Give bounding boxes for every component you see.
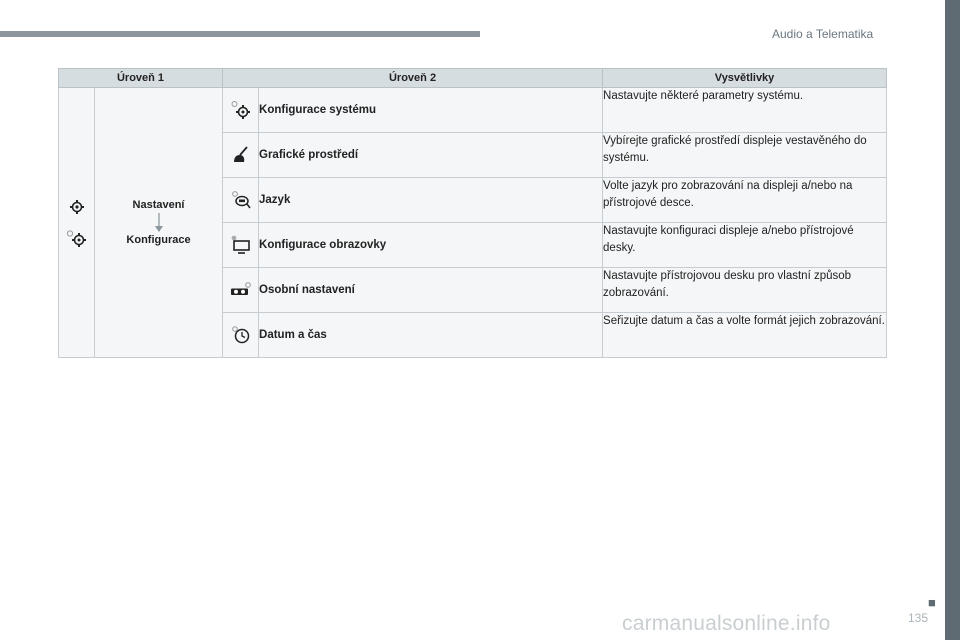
level1-label-nastaveni: Nastavení bbox=[132, 199, 185, 211]
row-name: Grafické prostředí bbox=[259, 133, 603, 178]
settings-gear-icon bbox=[230, 100, 252, 120]
row-name: Jazyk bbox=[259, 178, 603, 223]
row-description: Volte jazyk pro zobrazování na displeji a/nebo na přístrojové desce. bbox=[603, 178, 887, 223]
table-row bbox=[59, 88, 887, 133]
settings-gear-icon bbox=[69, 199, 85, 215]
row-description: Seřizujte datum a čas a volte formát jejich zobrazování. bbox=[603, 313, 887, 358]
row-icon-cell bbox=[223, 178, 259, 223]
row-description: Vybírejte grafické prostředí displeje vestavěného do systému. bbox=[603, 133, 887, 178]
level1-label-cell bbox=[95, 88, 223, 358]
row-icon-cell bbox=[223, 268, 259, 313]
configuration-gears-icon bbox=[65, 229, 89, 247]
row-description: Nastavujte přístrojovou desku pro vlastní způsob zobrazování. bbox=[603, 268, 887, 313]
column-header-level2: Úroveň 2 bbox=[223, 69, 603, 88]
instrument-panel-icon bbox=[229, 280, 253, 300]
arrow-down-icon bbox=[154, 213, 164, 233]
page-number: 135 bbox=[908, 611, 929, 625]
section-title: Audio a Telematika bbox=[772, 27, 874, 41]
row-icon-cell bbox=[223, 133, 259, 178]
page-marker: ■ bbox=[928, 595, 936, 610]
display-brightness-icon bbox=[230, 235, 252, 255]
row-icon-cell bbox=[223, 223, 259, 268]
row-description: Nastavujte konfiguraci displeje a/nebo přístrojové desky. bbox=[603, 223, 887, 268]
settings-menu-table bbox=[58, 68, 887, 358]
column-header-explanation: Vysvětlivky bbox=[603, 69, 887, 88]
clock-icon bbox=[230, 325, 252, 345]
row-name: Osobní nastavení bbox=[259, 268, 603, 313]
table-header-row bbox=[59, 69, 887, 88]
top-accent-bar bbox=[0, 31, 480, 37]
side-strip bbox=[945, 0, 960, 640]
row-name: Konfigurace obrazovky bbox=[259, 223, 603, 268]
level1-icon-cell bbox=[59, 88, 95, 358]
row-icon-cell bbox=[223, 313, 259, 358]
paintbrush-icon bbox=[231, 145, 251, 165]
row-name: Konfigurace systému bbox=[259, 88, 603, 133]
language-chat-icon bbox=[230, 190, 252, 210]
watermark: carmanualsonline.info bbox=[622, 612, 831, 635]
column-header-level1: Úroveň 1 bbox=[59, 69, 223, 88]
level1-label-konfigurace: Konfigurace bbox=[126, 234, 191, 246]
row-icon-cell bbox=[223, 88, 259, 133]
row-name: Datum a čas bbox=[259, 313, 603, 358]
row-description: Nastavujte některé parametry systému. bbox=[603, 88, 887, 133]
